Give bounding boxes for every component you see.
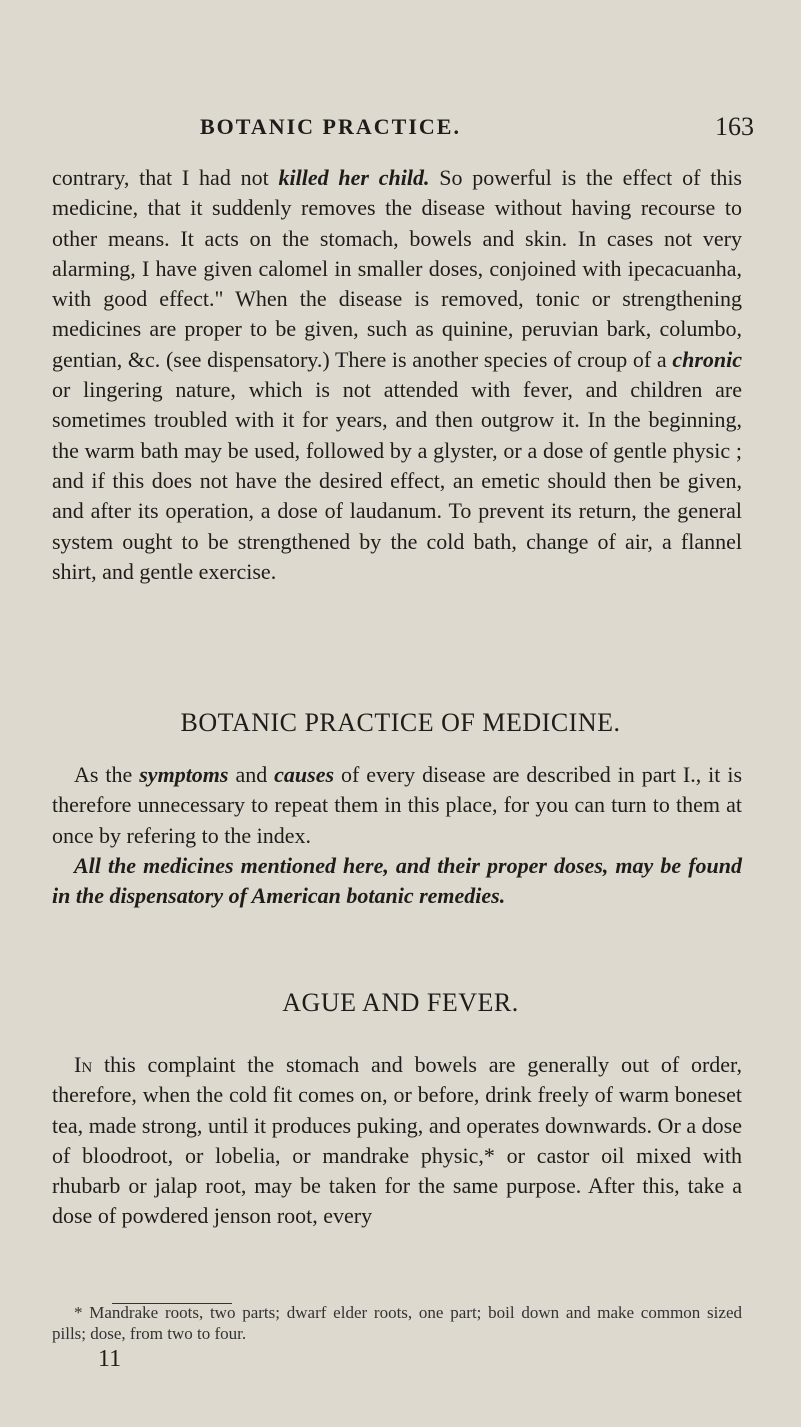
text-run: of every disease are described in part I., it is therefore unnecessary to repeat them in this place, for you can turn to them at once by refering to the index. [52,762,743,848]
emphasis: causes [274,762,335,787]
emphasis: killed her child. [278,165,430,190]
emphasis: symptoms [139,762,229,787]
running-head-title: BOTANIC PRACTICE. [200,114,461,139]
italic-note: All the medicines mentioned here, and their proper doses, may be found in the dispensatory of American botanic remedies. [52,852,742,909]
continuation-paragraph [52,163,742,587]
text-run: As the [74,762,140,787]
section-intro [52,760,742,911]
signature-mark: 11 [98,1346,122,1372]
emphasis: chronic [672,346,742,372]
text-run: and [228,762,275,787]
footnote [52,1302,742,1344]
section-heading-botanic-practice: BOTANIC PRACTICE OF MEDICINE. [180,708,621,737]
page-number: 163 [715,112,754,141]
text-run: this complaint the stomach and bowels are generally out of order, therefore, when the cold fit comes on, or before, drink freely of warm boneset tea, made strong, until it produces puking, and operates downwards. Or a dose of bloodroot, or lobelia, or mandrake physic,* or castor oil mixed with rhubarb or jalap root, may be taken for the same purpose. After this, take a dose of powdered jenson root, every [52,1052,742,1229]
lead-word: In [74,1052,93,1077]
text-run: contrary, that I had not [52,165,279,190]
text-run: So powerful is the effect of this medicine, that it suddenly removes the disease without having recourse to other means. It acts on the stomach, bowels and skin. In cases not very alarming, I have given calomel in smaller doses, conjoined with ipecacuanha, with good effect." When the disease is removed, tonic or strengthening medicines are proper to be given, such as quinine, peruvian bark, columbo, gentian, &c. (see dispensatory.) There is another species of croup of a [52,165,742,372]
footnote-text: * Mandrake roots, two parts; dwarf elder roots, one part; boil down and make common sized pills; dose, from two to four. [52,1303,742,1343]
ague-paragraph [52,1050,742,1232]
text-run: or lingering nature, which is not attended with fever, and children are sometimes troubled with it for years, and then outgrow it. In the beginning, the warm bath may be used, followed by a glyster, or a dose of gentle physic ; and if this does not have the desired effect, an emetic should then be given, and after its operation, a dose of laudanum. To prevent its return, the general system ought to be strengthened by the cold bath, change of air, a flannel shirt, and gentle exercise. [52,377,742,584]
running-head [0,112,801,142]
section-heading-ague-fever: AGUE AND FEVER. [282,988,519,1017]
